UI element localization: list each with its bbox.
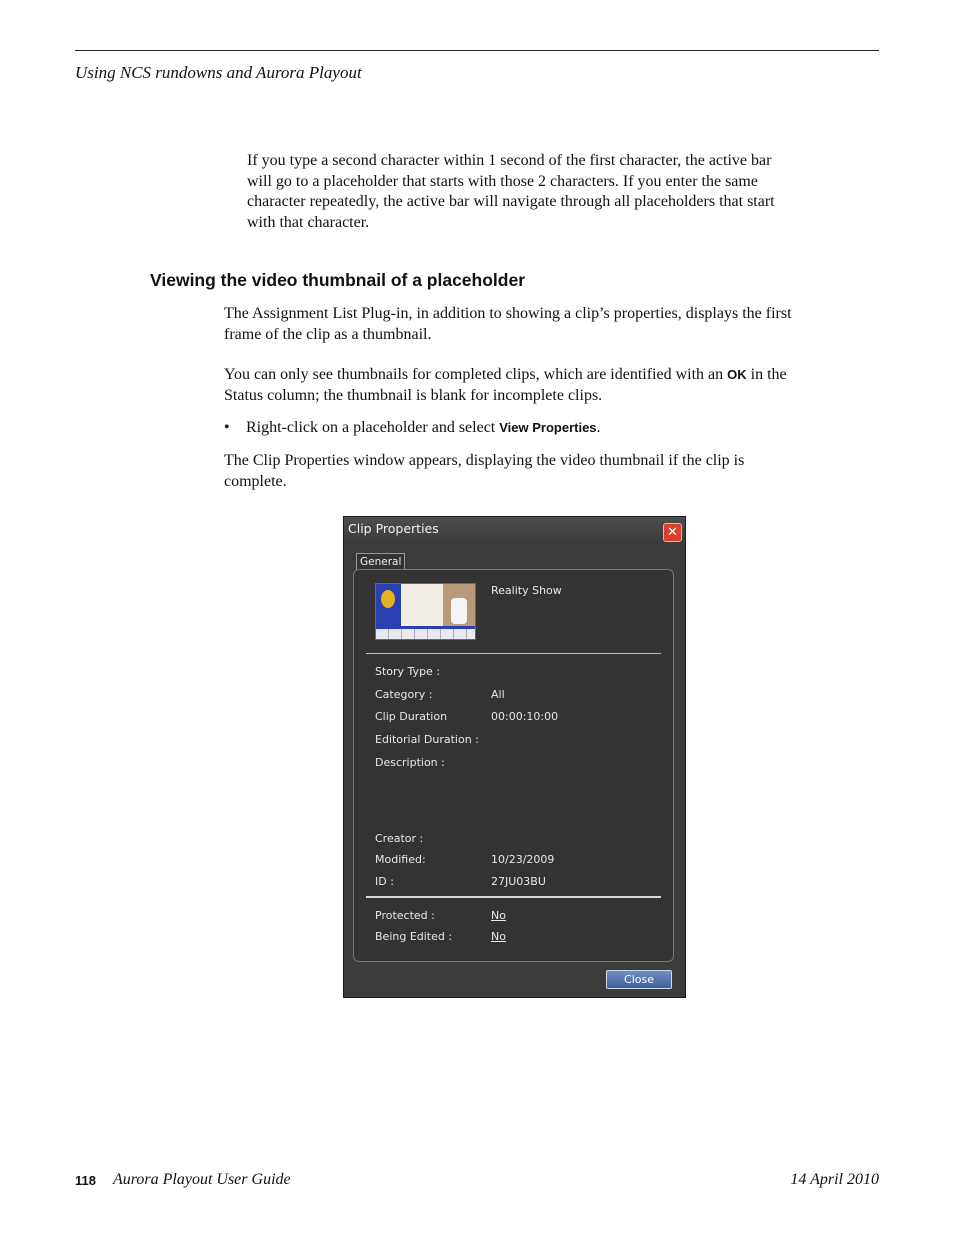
ok-term: OK <box>727 367 747 382</box>
thumbnail-document-area <box>401 584 443 626</box>
category-label: Category : <box>375 688 433 701</box>
general-panel <box>353 569 674 962</box>
modified-value: 10/23/2009 <box>491 853 555 866</box>
modified-label: Modified: <box>375 853 426 866</box>
paragraph-window-appears: The Clip Properties window appears, displaying the video thumbnail if the clip is complete. <box>224 452 745 490</box>
being-edited-value[interactable] <box>491 930 506 943</box>
paragraph-completed-clips <box>224 365 809 406</box>
id-value: 27JU03BU <box>491 875 546 888</box>
section-heading: Viewing the video thumbnail of a placeholder <box>150 270 526 290</box>
clip-name: Reality Show <box>491 584 562 597</box>
clip-duration-value: 00:00:10:00 <box>491 710 559 723</box>
paragraph-typing-navigation: If you type a second character within 1 second of the first character, the active bar will go to a placeholder that starts with those 2 characters. If you enter the same character repeatedly, the active bar will navigate through all placeholders that start with that character. <box>247 152 775 231</box>
dialog-title: Clip Properties <box>348 521 439 536</box>
protected-label: Protected : <box>375 909 435 922</box>
divider <box>366 653 661 654</box>
text: Right-click on a placeholder and select <box>246 419 500 436</box>
divider <box>366 896 661 898</box>
text: You can only see thumbnails for completed clips, which are identified with an <box>224 366 728 383</box>
thumbnail-logo-area <box>376 584 401 626</box>
creator-label: Creator : <box>375 832 424 845</box>
clip-properties-dialog <box>343 516 686 998</box>
video-thumbnail <box>375 583 476 640</box>
close-button[interactable]: Close <box>606 970 672 989</box>
thumbnail-person-area <box>443 584 476 626</box>
text: . <box>596 419 601 436</box>
protected-value-text: No <box>491 909 506 922</box>
id-label: ID : <box>375 875 394 888</box>
view-properties-term: View Properties <box>499 420 597 435</box>
tab-general[interactable]: General <box>356 553 405 571</box>
running-header: Using NCS rundowns and Aurora Playout <box>75 63 362 82</box>
bullet-step <box>224 418 601 439</box>
editorial-duration-label: Editorial Duration : <box>375 733 479 746</box>
being-edited-value-text: No <box>491 930 506 943</box>
clip-duration-label: Clip Duration <box>375 710 448 723</box>
close-icon[interactable]: ✕ <box>663 523 682 542</box>
page-number: 118 <box>75 1173 96 1188</box>
protected-value[interactable] <box>491 909 506 922</box>
footer-guide-title: Aurora Playout User Guide <box>113 1171 291 1188</box>
story-type-label: Story Type : <box>375 665 441 678</box>
bullet-icon: • <box>224 419 230 436</box>
description-label: Description : <box>375 756 445 769</box>
category-value: All <box>491 688 505 701</box>
text: in the Status column; the thumbnail is blank for incomplete clips. <box>224 366 787 404</box>
header-rule <box>75 50 879 51</box>
paragraph-thumbnail-intro: The Assignment List Plug-in, in addition to showing a clip’s properties, displays the first frame of the clip as a thumbnail. <box>224 305 792 343</box>
being-edited-label: Being Edited : <box>375 930 453 943</box>
dialog-titlebar[interactable] <box>344 517 685 544</box>
footer-date: 14 April 2010 <box>790 1171 879 1188</box>
thumbnail-filmstrip <box>376 629 476 640</box>
